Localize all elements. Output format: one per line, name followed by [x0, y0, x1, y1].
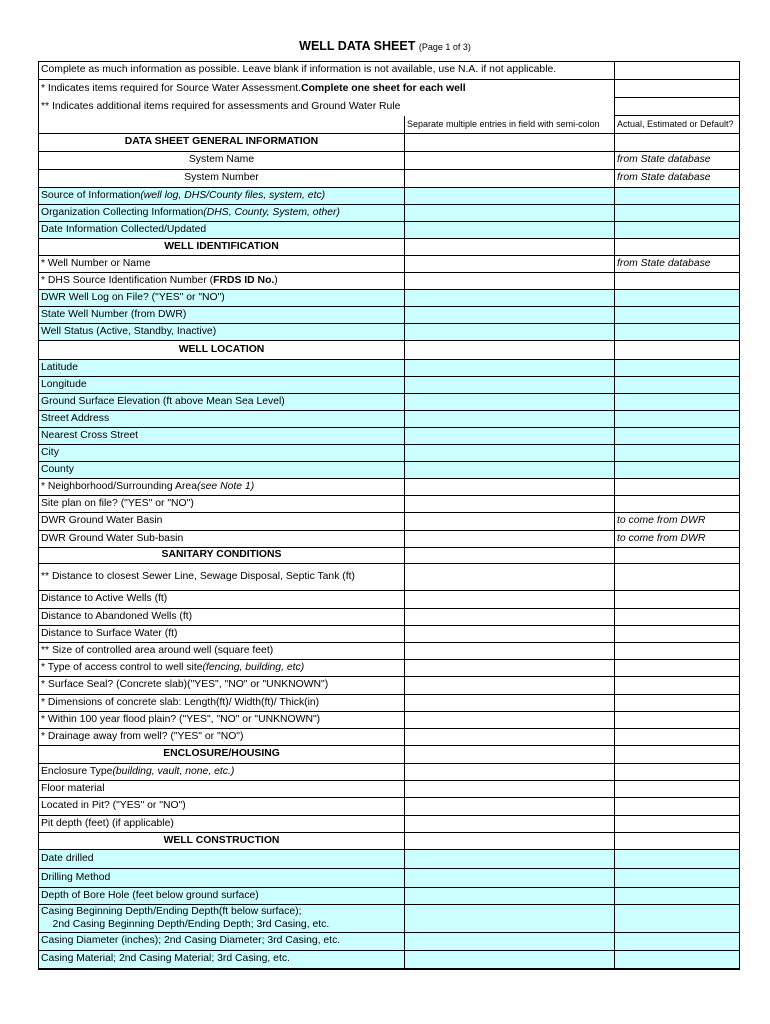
label-state-well-number: State Well Number (from DWR): [41, 308, 187, 320]
estimate-casing-depth[interactable]: [615, 905, 739, 933]
estimate-casing-material[interactable]: [615, 951, 739, 969]
input-organization[interactable]: [405, 205, 615, 222]
source-system-number: from State database: [617, 172, 711, 184]
label-organization: Organization Collecting Information (DHS, County, System, other): [41, 206, 340, 218]
estimate-neighborhood[interactable]: [615, 479, 739, 496]
page-indicator: (Page 1 of 3): [418, 42, 471, 52]
estimate-longitude[interactable]: [615, 377, 739, 394]
estimate-city[interactable]: [615, 445, 739, 462]
label-longitude: Longitude: [41, 378, 87, 390]
input-pit-depth[interactable]: [405, 816, 615, 833]
estimate-pit-depth[interactable]: [615, 816, 739, 833]
label-neighborhood: * Neighborhood/Surrounding Area (see Note 1): [41, 480, 255, 492]
label-city: City: [41, 446, 59, 458]
label-access-control: * Type of access control to well site (fencing, building, etc): [41, 661, 305, 673]
label-sewer-distance: ** Distance to closest Sewer Line, Sewage Disposal, Septic Tank (ft): [41, 570, 355, 582]
estimate-controlled-area[interactable]: [615, 643, 739, 660]
source-gw-basin: to come from DWR: [617, 515, 706, 527]
input-longitude[interactable]: [405, 377, 615, 394]
well-data-form: [38, 61, 740, 970]
input-well-status[interactable]: [405, 324, 615, 341]
page-title: [0, 39, 770, 53]
input-casing-material[interactable]: [405, 951, 615, 969]
input-city[interactable]: [405, 445, 615, 462]
estimate-surface-seal[interactable]: [615, 677, 739, 695]
label-date-collected: Date Information Collected/Updated: [41, 223, 207, 235]
label-located-in-pit: Located in Pit? ("YES" or "NO"): [41, 800, 186, 812]
input-casing-diameter[interactable]: [405, 933, 615, 951]
section-well-construction: WELL CONSTRUCTION: [163, 834, 280, 846]
label-floor-material: Floor material: [41, 782, 105, 794]
note-row-1: [39, 62, 739, 80]
section-general-info: DATA SHEET GENERAL INFORMATION: [124, 136, 319, 148]
section-enclosure-housing: ENCLOSURE/HOUSING: [163, 748, 280, 760]
label-well-status: Well Status (Active, Standby, Inactive): [41, 325, 217, 337]
input-well-number[interactable]: [405, 256, 615, 273]
input-system-number[interactable]: [405, 170, 615, 188]
label-casing-depth: Casing Beginning Depth/Ending Depth(ft below surface); 2nd Casing Beginning Depth/Ending Depth; 3rd Casing, etc.: [41, 906, 330, 930]
estimate-surface-elevation[interactable]: [615, 394, 739, 411]
estimate-well-status[interactable]: [615, 324, 739, 341]
title-text: WELL DATA SHEET: [299, 39, 416, 53]
estimate-drilling-method[interactable]: [615, 869, 739, 888]
estimate-bore-hole-depth[interactable]: [615, 888, 739, 905]
estimate-drainage[interactable]: [615, 729, 739, 746]
source-system-name: from State database: [617, 154, 711, 166]
note-row-3: [39, 98, 739, 116]
label-abandoned-wells: Distance to Abandoned Wells (ft): [41, 610, 193, 622]
input-county[interactable]: [405, 462, 615, 479]
input-date-drilled[interactable]: [405, 850, 615, 869]
input-surface-seal[interactable]: [405, 677, 615, 695]
estimate-cross-street[interactable]: [615, 428, 739, 445]
label-active-wells: Distance to Active Wells (ft): [41, 593, 168, 605]
input-flood-plain[interactable]: [405, 712, 615, 729]
estimate-source-info[interactable]: [615, 188, 739, 205]
input-surface-elevation[interactable]: [405, 394, 615, 411]
input-floor-material[interactable]: [405, 781, 615, 798]
estimate-dwr-well-log[interactable]: [615, 290, 739, 307]
label-dhs-source-id: * DHS Source Identification Number ( FRDS ID No. ): [41, 274, 278, 286]
label-enclosure-type: Enclosure Type (building, vault, none, etc.): [41, 765, 235, 777]
input-system-name[interactable]: [405, 152, 615, 170]
input-state-well-number[interactable]: [405, 307, 615, 324]
estimate-casing-diameter[interactable]: [615, 933, 739, 951]
label-county: County: [41, 463, 74, 475]
estimate-flood-plain[interactable]: [615, 712, 739, 729]
estimate-dhs-source-id[interactable]: [615, 273, 739, 290]
input-located-in-pit[interactable]: [405, 798, 615, 816]
estimate-enclosure-type[interactable]: [615, 764, 739, 781]
estimate-floor-material[interactable]: [615, 781, 739, 798]
label-pit-depth: Pit depth (feet) (if applicable): [41, 817, 174, 829]
estimate-sewer-distance[interactable]: [615, 564, 739, 591]
input-neighborhood[interactable]: [405, 479, 615, 496]
section-well-identification: WELL IDENTIFICATION: [164, 240, 279, 252]
input-date-collected[interactable]: [405, 222, 615, 239]
note-general: Complete as much information as possible. Leave blank if information is not available, use N.A. if not applicable.: [41, 64, 557, 76]
estimate-county[interactable]: [615, 462, 739, 479]
label-surface-seal: * Surface Seal? (Concrete slab)("YES", "NO" or "UNKNOWN"): [41, 679, 329, 691]
input-casing-depth[interactable]: [405, 905, 615, 933]
input-active-wells[interactable]: [405, 591, 615, 609]
section-well-location: WELL LOCATION: [178, 343, 265, 355]
estimate-state-well-number[interactable]: [615, 307, 739, 324]
label-gw-subbasin: DWR Ground Water Sub-basin: [41, 532, 184, 544]
input-sewer-distance[interactable]: [405, 564, 615, 591]
input-enclosure-type[interactable]: [405, 764, 615, 781]
input-abandoned-wells[interactable]: [405, 609, 615, 626]
source-well-number: from State database: [617, 257, 711, 269]
input-street-address[interactable]: [405, 411, 615, 428]
label-well-number: * Well Number or Name: [41, 257, 151, 269]
section-sanitary-conditions: SANITARY CONDITIONS: [161, 549, 282, 561]
label-controlled-area: ** Size of controlled area around well (square feet): [41, 644, 274, 656]
estimate-organization[interactable]: [615, 205, 739, 222]
estimate-street-address[interactable]: [615, 411, 739, 428]
column-header-row: [39, 116, 739, 134]
estimate-located-in-pit[interactable]: [615, 798, 739, 816]
label-dwr-well-log: DWR Well Log on File? ("YES" or "NO"): [41, 291, 225, 303]
label-street-address: Street Address: [41, 412, 110, 424]
label-source-info: Source of Information (well log, DHS/County files, system, etc): [41, 189, 326, 201]
input-gw-subbasin[interactable]: [405, 531, 615, 548]
note-row-2: [39, 80, 739, 98]
estimate-column-header: Actual, Estimated or Default?: [617, 119, 734, 130]
note-required: * Indicates items required for Source Water Assessment. Complete one sheet for each well: [41, 82, 466, 94]
input-drainage[interactable]: [405, 729, 615, 746]
label-drainage: * Drainage away from well? ("YES" or "NO"): [41, 730, 244, 742]
label-gw-basin: DWR Ground Water Basin: [41, 515, 163, 527]
input-latitude[interactable]: [405, 360, 615, 377]
input-site-plan[interactable]: [405, 496, 615, 513]
input-slab-dimensions[interactable]: [405, 695, 615, 712]
label-cross-street: Nearest Cross Street: [41, 429, 139, 441]
label-casing-material: Casing Material; 2nd Casing Material; 3rd Casing, etc.: [41, 953, 290, 965]
estimate-surface-water[interactable]: [615, 626, 739, 643]
label-surface-elevation: Ground Surface Elevation (ft above Mean Sea Level): [41, 395, 285, 407]
input-drilling-method[interactable]: [405, 869, 615, 888]
label-system-number: System Number: [184, 172, 259, 184]
label-drilling-method: Drilling Method: [41, 871, 111, 883]
label-latitude: Latitude: [41, 361, 78, 373]
estimate-date-drilled[interactable]: [615, 850, 739, 869]
estimate-date-collected[interactable]: [615, 222, 739, 239]
input-cross-street[interactable]: [405, 428, 615, 445]
estimate-abandoned-wells[interactable]: [615, 609, 739, 626]
estimate-active-wells[interactable]: [615, 591, 739, 609]
input-bore-hole-depth[interactable]: [405, 888, 615, 905]
input-controlled-area[interactable]: [405, 643, 615, 660]
entries-column-header: Separate multiple entries in field with semi-colon: [407, 119, 600, 130]
note-additional: ** Indicates additional items required for assessments and Ground Water Rule: [41, 100, 401, 112]
input-source-info[interactable]: [405, 188, 615, 205]
estimate-site-plan[interactable]: [615, 496, 739, 513]
input-dhs-source-id[interactable]: [405, 273, 615, 290]
estimate-slab-dimensions[interactable]: [615, 695, 739, 712]
estimate-access-control[interactable]: [615, 660, 739, 677]
label-bore-hole-depth: Depth of Bore Hole (feet below ground surface): [41, 889, 259, 901]
label-casing-diameter: Casing Diameter (inches); 2nd Casing Diameter; 3rd Casing, etc.: [41, 935, 341, 947]
label-flood-plain: * Within 100 year flood plain? ("YES", "NO" or "UNKNOWN"): [41, 713, 321, 725]
input-gw-basin[interactable]: [405, 513, 615, 531]
label-site-plan: Site plan on file? ("YES" or "NO"): [41, 497, 194, 509]
input-surface-water[interactable]: [405, 626, 615, 643]
label-surface-water: Distance to Surface Water (ft): [41, 627, 178, 639]
source-gw-subbasin: to come from DWR: [617, 532, 706, 544]
label-slab-dimensions: * Dimensions of concrete slab: Length(ft)/ Width(ft)/ Thick(in): [41, 696, 320, 708]
label-date-drilled: Date drilled: [41, 852, 94, 864]
input-access-control[interactable]: [405, 660, 615, 677]
input-dwr-well-log[interactable]: [405, 290, 615, 307]
label-system-name: System Name: [188, 154, 255, 166]
estimate-latitude[interactable]: [615, 360, 739, 377]
